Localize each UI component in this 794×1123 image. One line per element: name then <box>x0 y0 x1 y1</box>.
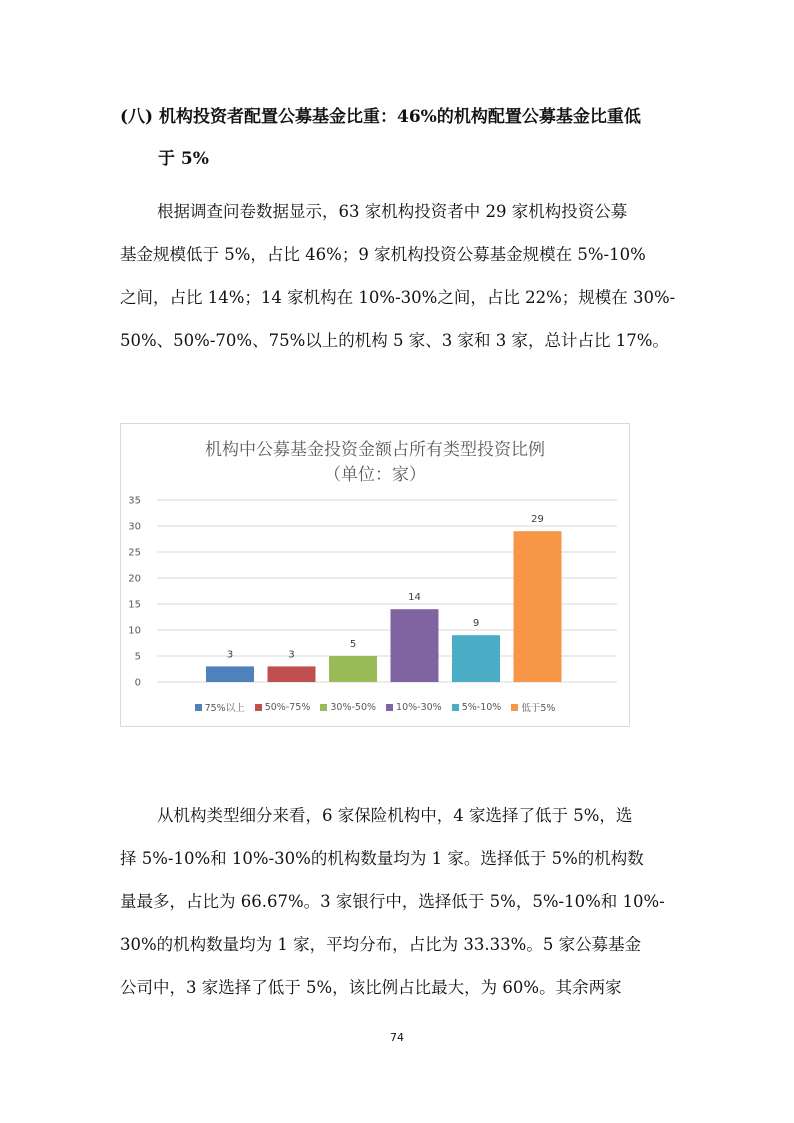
legend-swatch <box>511 704 518 711</box>
chart-title: 机构中公募基金投资金额占所有类型投资比例 <box>205 440 545 460</box>
legend-swatch <box>386 704 393 711</box>
paragraph-by-type <box>120 794 680 1009</box>
paragraph-line: 30%的机构数量均为 1 家，平均分布，占比为 33.33%。5 家公募基金 <box>120 935 642 954</box>
y-tick-label: 20 <box>128 573 141 585</box>
data-label: 14 <box>408 592 421 604</box>
data-label: 5 <box>349 639 357 650</box>
y-tick-label: 30 <box>128 521 141 533</box>
paragraph-survey-summary <box>120 190 680 362</box>
paragraph-line: 择 5%-10%和 10%-30%的机构数量均为 1 家。选择低于 5%的机构数 <box>120 849 644 868</box>
y-tick-label: 35 <box>128 495 141 507</box>
bar <box>391 609 439 682</box>
chart-legend <box>121 700 629 714</box>
bar <box>452 635 500 682</box>
bar <box>514 531 562 682</box>
legend-label: 30%-50% <box>330 701 377 713</box>
legend-swatch <box>195 704 202 711</box>
legend-item <box>511 700 555 714</box>
data-label: 3 <box>288 649 295 661</box>
bar-chart <box>120 423 630 727</box>
paragraph-line: 量最多，占比为 66.67%。3 家银行中，选择低于 5%，5%-10%和 10%- <box>120 892 665 911</box>
y-tick-label: 5 <box>134 651 141 663</box>
paragraph-line: 公司中，3 家选择了低于 5%，该比例占比最大，为 60%。其余两家 <box>120 978 622 997</box>
chart-plot <box>121 424 629 726</box>
paragraph-line: 基金规模低于 5%，占比 46%；9 家机构投资公募基金规模在 5%-10% <box>120 245 646 264</box>
heading-line-2: 于 5% <box>158 149 209 169</box>
legend-label: 10%-30% <box>396 701 442 713</box>
legend-item <box>452 702 502 713</box>
data-label: 3 <box>226 649 234 661</box>
legend-item <box>195 700 245 714</box>
data-label: 29 <box>531 514 544 526</box>
legend-label: 50%-75% <box>264 701 311 713</box>
y-tick-label: 15 <box>128 599 141 611</box>
legend-label: 低于5% <box>521 703 556 714</box>
legend-item <box>255 702 311 713</box>
y-tick-label: 10 <box>128 625 141 637</box>
legend-label: 5%-10% <box>461 701 502 713</box>
page-number: 74 <box>390 1031 404 1044</box>
paragraph-line: 从机构类型细分来看，6 家保险机构中，4 家选择了低于 5%，选 <box>157 806 633 825</box>
bar <box>268 666 316 682</box>
data-label: 9 <box>472 618 480 630</box>
legend-item <box>320 702 376 713</box>
legend-swatch <box>255 704 262 711</box>
bar <box>329 656 377 682</box>
legend-swatch <box>452 704 459 711</box>
paragraph-line: 根据调查问卷数据显示，63 家机构投资者中 29 家机构投资公募 <box>157 202 628 221</box>
legend-swatch <box>320 704 327 711</box>
legend-label: 75%以上 <box>204 703 245 714</box>
bar <box>206 666 254 682</box>
legend-item <box>386 702 442 713</box>
y-tick-label: 25 <box>128 547 141 559</box>
paragraph-line: 50%、50%-70%、75%以上的机构 5 家、3 家和 3 家，总计占比 17%。 <box>120 331 669 350</box>
chart-subtitle: （单位：家） <box>324 465 426 485</box>
y-tick-label: 0 <box>134 677 141 689</box>
section-heading <box>120 96 680 180</box>
heading-line-1: (八) 机构投资者配置公募基金比重：46%的机构配置公募基金比重低 <box>120 107 641 127</box>
paragraph-line: 之间，占比 14%；14 家机构在 10%-30%之间，占比 22%；规模在 30%- <box>120 288 676 307</box>
